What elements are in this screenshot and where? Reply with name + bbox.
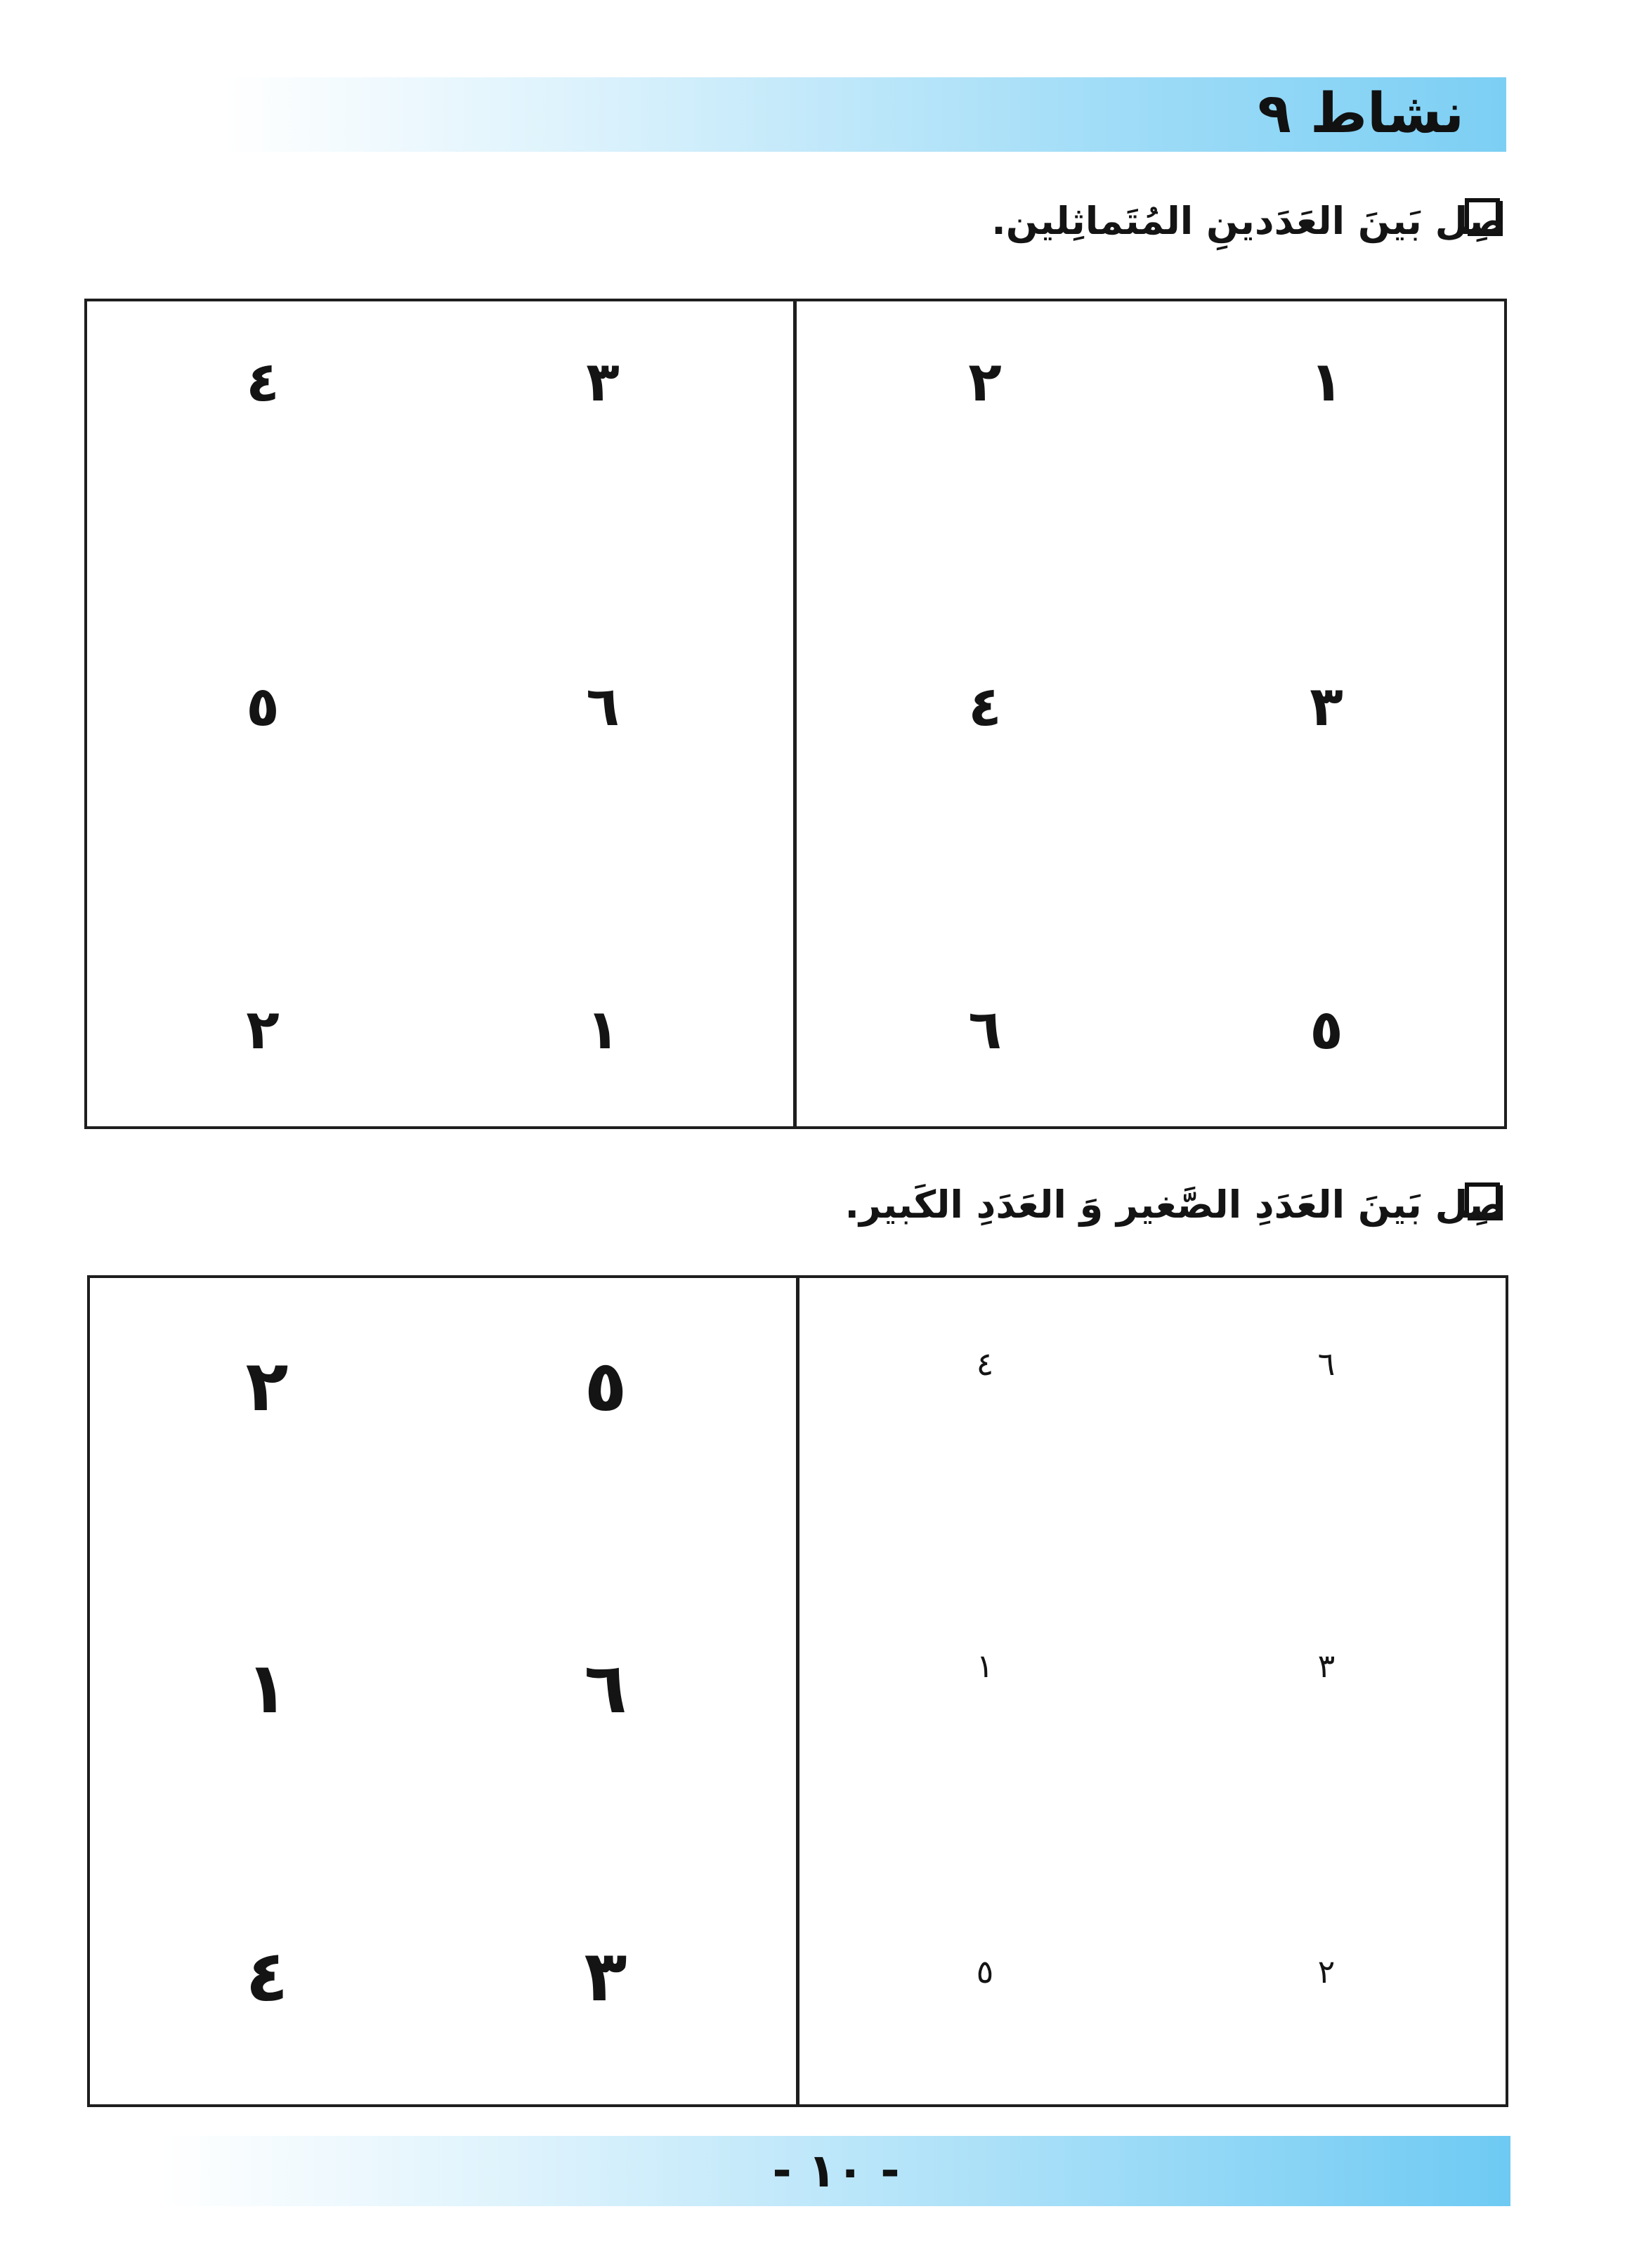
activity-2-left-number[interactable]: ٤ xyxy=(245,1935,289,2017)
activity-2-right-number[interactable]: ٣ xyxy=(1317,1647,1336,1685)
activity-1-left-number[interactable]: ٣ xyxy=(586,351,620,414)
activity-1-right-number[interactable]: ٦ xyxy=(968,998,1002,1062)
activity-title: نشاط ٩ xyxy=(1258,82,1464,145)
activity-1-grid xyxy=(84,299,1507,1129)
activity-1-left-number[interactable]: ٢ xyxy=(246,998,280,1062)
activity-2-right-number[interactable]: ٦ xyxy=(1317,1345,1336,1383)
activity-title-bar xyxy=(225,77,1506,152)
activity-1-left-number[interactable]: ٦ xyxy=(586,675,620,738)
instruction-2-text: صِل بَينَ العَدَدِ الصَّغير وَ العَدَدِ الكَبير. xyxy=(844,1182,1506,1227)
page-number: - ١٠ - xyxy=(772,2144,900,2198)
activity-2-left-number[interactable]: ٢ xyxy=(245,1345,289,1427)
activity-2-left-number[interactable]: ٣ xyxy=(584,1935,627,2017)
activity-1-right-number[interactable]: ٣ xyxy=(1310,675,1343,738)
activity-1-right-number[interactable]: ٢ xyxy=(968,351,1002,414)
activity-2-grid xyxy=(87,1275,1508,2107)
activity-2-right-number[interactable]: ٥ xyxy=(976,1953,994,1990)
activity-1-right-number[interactable]: ٤ xyxy=(968,675,1002,738)
instruction-1-text: صِل بَينَ العَدَدينِ المُتَماثِلين. xyxy=(991,199,1506,243)
activity-1-left-number[interactable]: ١ xyxy=(586,998,620,1062)
activity-1-right-number[interactable]: ٥ xyxy=(1310,998,1343,1062)
activity-2-right-number[interactable]: ٤ xyxy=(976,1345,994,1383)
footer-bar xyxy=(162,2136,1510,2206)
activity-2-right-number[interactable]: ١ xyxy=(976,1647,994,1685)
activity-2-left-number[interactable]: ٦ xyxy=(584,1647,627,1729)
activity-1-left-number[interactable]: ٤ xyxy=(246,351,280,414)
activity-2-left-number[interactable]: ٥ xyxy=(584,1345,627,1427)
activity-2-right-number[interactable]: ٢ xyxy=(1317,1953,1336,1990)
activity-1-left-number[interactable]: ٥ xyxy=(246,675,280,738)
activity-1-right-number[interactable]: ١ xyxy=(1310,351,1343,414)
activity-2-left-number[interactable]: ١ xyxy=(245,1647,289,1729)
activity-1-divider xyxy=(793,301,797,1126)
activity-2-divider xyxy=(796,1278,799,2104)
